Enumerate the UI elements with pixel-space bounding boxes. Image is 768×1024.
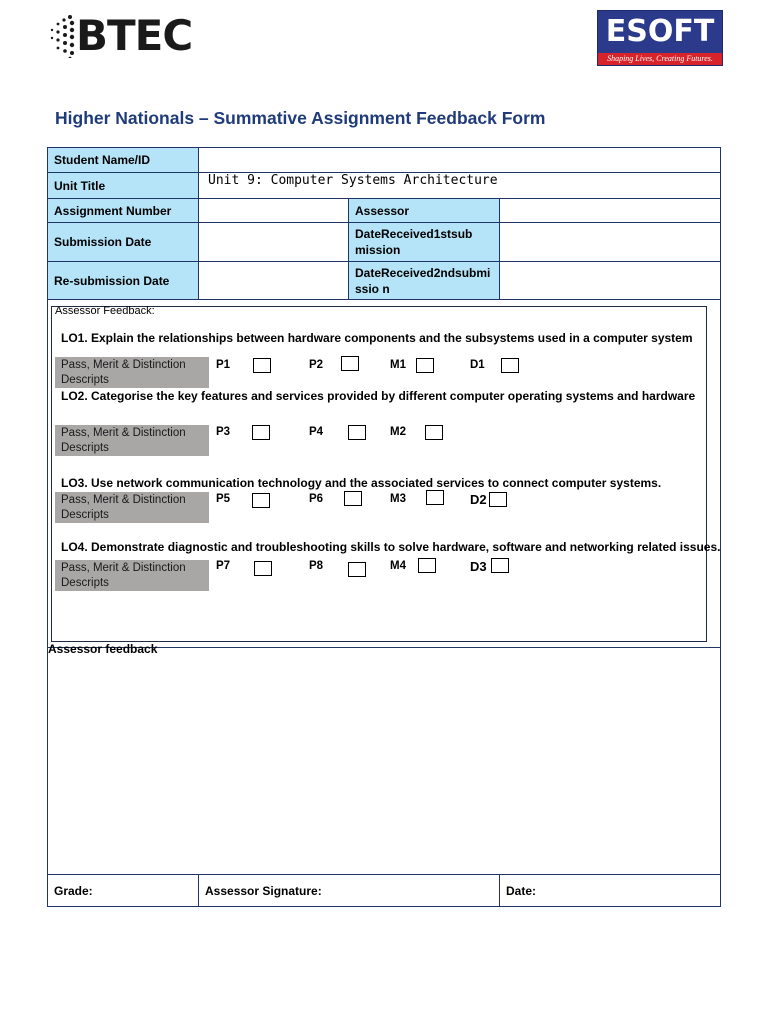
resubmission-date-field[interactable] bbox=[198, 261, 349, 300]
esoft-logo bbox=[597, 10, 723, 66]
btec-wordmark: BTEC bbox=[76, 11, 193, 60]
lo4-criterion-p7: P7 bbox=[216, 560, 231, 572]
date-received-2-label: DateReceived2ndsubmissio n bbox=[348, 261, 500, 300]
lo3-text: LO3. Use network communication technology and the associated services to connect computer systems. bbox=[61, 476, 662, 490]
lo4-checkbox-m4[interactable] bbox=[418, 558, 436, 573]
lo2-checkbox-m2[interactable] bbox=[425, 425, 443, 440]
lo1-criterion-p1: P1 bbox=[216, 359, 231, 371]
lo2-criterion-m2: M2 bbox=[390, 426, 406, 438]
lo4-text: LO4. Demonstrate diagnostic and troubleshooting skills to solve hardware, software and networking related issues. bbox=[61, 540, 721, 554]
submission-date-label: Submission Date bbox=[47, 222, 199, 262]
lo1-descripts-label: Pass, Merit & Distinction Descripts bbox=[55, 357, 209, 388]
lo3-criterion-p5: P5 bbox=[216, 493, 231, 505]
student-name-label: Student Name/ID bbox=[47, 147, 199, 173]
date-received-2-field[interactable] bbox=[499, 261, 721, 300]
lo2-criterion-p4: P4 bbox=[309, 426, 324, 438]
date-received-1-label: DateReceived1stsub mission bbox=[348, 222, 500, 262]
lo1-criterion-d1: D1 bbox=[470, 359, 485, 371]
lo3-checkbox-d2[interactable] bbox=[489, 492, 507, 507]
lo3-criterion-d2: D2 bbox=[470, 492, 487, 507]
lo4-checkbox-d3[interactable] bbox=[491, 558, 509, 573]
lo4-criterion-d3: D3 bbox=[470, 559, 487, 574]
assessor-feedback-area[interactable] bbox=[47, 647, 721, 875]
submission-date-field[interactable] bbox=[198, 222, 349, 262]
lo3-checkbox-m3[interactable] bbox=[426, 490, 444, 505]
lo2-checkbox-p4[interactable] bbox=[348, 425, 366, 440]
lo4-criterion-p8: P8 bbox=[309, 560, 324, 572]
lo1-checkbox-p2[interactable] bbox=[341, 356, 359, 371]
assessor-feedback-heading: Assessor Feedback: bbox=[55, 305, 155, 317]
assessor-field[interactable] bbox=[499, 198, 721, 223]
grade-label: Grade: bbox=[47, 874, 199, 907]
lo1-checkbox-d1[interactable] bbox=[501, 358, 519, 373]
lo1-criterion-p2: P2 bbox=[309, 359, 324, 371]
lo3-criterion-m3: M3 bbox=[390, 493, 406, 505]
lo3-checkbox-p5[interactable] bbox=[252, 493, 270, 508]
lo1-text: LO1. Explain the relationships between hardware components and the subsystems used in a computer system bbox=[61, 331, 693, 345]
esoft-tagline: Shaping Lives, Creating Futures. bbox=[598, 53, 722, 65]
lo2-text: LO2. Categorise the key features and services provided by different computer operating systems and hardware bbox=[61, 389, 696, 403]
assignment-number-field[interactable] bbox=[198, 198, 349, 223]
lo2-criterion-p3: P3 bbox=[216, 426, 231, 438]
lo4-descripts-label: Pass, Merit & Distinction Descripts bbox=[55, 560, 209, 591]
esoft-wordmark: ESOFT bbox=[605, 14, 715, 49]
lo1-checkbox-m1[interactable] bbox=[416, 358, 434, 373]
lo3-checkbox-p6[interactable] bbox=[344, 491, 362, 506]
assessor-label: Assessor bbox=[348, 198, 500, 223]
resubmission-date-label: Re-submission Date bbox=[47, 261, 199, 300]
lo2-checkbox-p3[interactable] bbox=[252, 425, 270, 440]
lo2-descripts-label: Pass, Merit & Distinction Descripts bbox=[55, 425, 209, 456]
assessor-feedback-label: Assessor feedback bbox=[48, 642, 158, 656]
unit-title-label: Unit Title bbox=[47, 172, 199, 199]
lo4-checkbox-p8[interactable] bbox=[348, 562, 366, 577]
lo4-checkbox-p7[interactable] bbox=[254, 561, 272, 576]
lo3-descripts-label: Pass, Merit & Distinction Descripts bbox=[55, 492, 209, 523]
lo3-criterion-p6: P6 bbox=[309, 493, 324, 505]
unit-title-field[interactable]: Unit 9: Computer Systems Architecture bbox=[198, 172, 721, 199]
lo1-checkbox-p1[interactable] bbox=[253, 358, 271, 373]
lo4-criterion-m4: M4 bbox=[390, 560, 406, 572]
student-name-field[interactable] bbox=[198, 147, 721, 173]
btec-logo bbox=[48, 10, 200, 62]
btec-dots-icon bbox=[48, 14, 78, 58]
page-title: Higher Nationals – Summative Assignment Feedback Form bbox=[55, 108, 546, 128]
lo1-criterion-m1: M1 bbox=[390, 359, 406, 371]
assessor-signature-label: Assessor Signature: bbox=[198, 874, 500, 907]
assignment-number-label: Assignment Number bbox=[47, 198, 199, 223]
date-received-1-field[interactable] bbox=[499, 222, 721, 262]
date-label: Date: bbox=[499, 874, 721, 907]
